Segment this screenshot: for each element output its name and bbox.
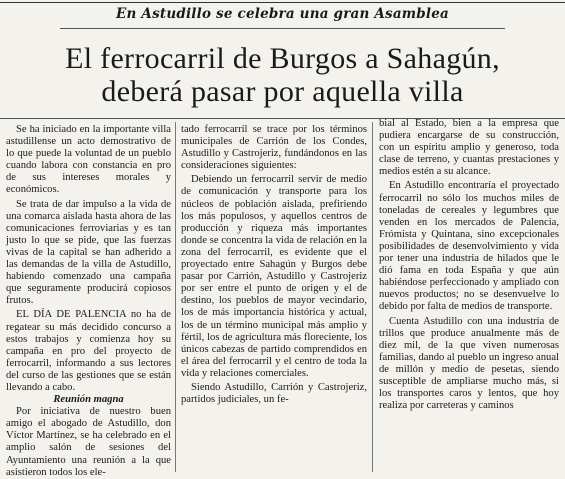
col1-paragraph-2: Se trata de dar impulso a la vida de una comarca aislada hasta ahora de las comunicaciones ferroviarias y es tan justo lo que se pide, que las fuerzas vivas de la capital se han adherido a las demandas de la villa de Astudillo, habiendo comenzado una campaña que seguramente producirá copiosos frutos. [6, 198, 171, 307]
col3-paragraph-1: bial al Estado, bien a la empresa que pudiera encargarse de su construcción, con un espíritu amplio y generoso, toda clase de terreno, y cuantas prestaciones y medios estén a su alcance. [379, 118, 559, 178]
col1-subhead: Reunión magna [53, 394, 124, 406]
col3-paragraph-2: En Astudillo encontraría el proyectado ferrocarril no sólo los muchos miles de toneladas de cereales y legumbres que venden en los mercados de Palencia, Frómista y Quintana, sino excepcionales posibilidades de desenvolvimiento y vida por tener una industria de hilados que le dió fama en toda España y que aún habiéndose perfeccionado y ampliado con nuevos productos; no se desenvuelve lo debido por falta de medios de transporte. [379, 180, 559, 313]
main-headline [0, 42, 565, 108]
col2-paragraph-3: Siendo Astudillo, Carrión y Castrojeriz, partidos judiciales, un fe- [181, 381, 367, 406]
col1-paragraph-3: EL DÍA DE PALENCIA no ha de regatear su más decidido concurso a estos trabajos y comienza hoy su campaña en pro del proyecto de ferrocarril, informando a sus lectores del curso de las gestiones que se están llevando a cabo. [6, 309, 171, 393]
article-column-3 [379, 118, 559, 466]
col1-paragraph-1: Se ha iniciado en la importante villa astudillense un acto demostrativo de lo que puede la voluntad de un pueblo cuando labora con constancia en pro de sus intereses morales y económicos. [6, 124, 171, 196]
column-divider-2 [372, 122, 373, 472]
article-column-2 [181, 124, 367, 472]
column-divider-1 [175, 122, 176, 472]
kicker-headline: En Astudillo se celebra una gran Asamblea [116, 6, 449, 22]
article-column-1 [6, 124, 171, 478]
col1-paragraph-4: Por iniciativa de nuestro buen amigo el abogado de Astudillo, don Víctor Martínez, se ha celebrado en el amplio salón de sesiones del Ayuntamiento una reunión a la que asistieron todos los ele- [6, 406, 171, 478]
top-rule [0, 2, 565, 3]
col3-paragraph-3: Cuenta Astudillo con una industria de trillos que produce anualmente más de diez mil, de la que viven numerosas familias, dando al pueblo un ingreso anual de millón y medio de pesetas, siendo susceptible de ampliarse mucho más, si los transportes caros y lentos, que hoy realiza por carreteras y caminos [379, 315, 559, 412]
headline-line-2: deberá pasar por aquella villa [101, 75, 464, 108]
headline-line-1: El ferrocarril de Burgos a Sahagún, [65, 42, 500, 75]
col2-paragraph-2: Debiendo un ferrocarril servir de medio de comunicación y transporte para los núcleos de población aislada, prefiriendo los más populosos, y aquellos centros de producción y riqueza más importantes donde se concentra la vida de relación en la zona del ferrocarril, es evidente que el proyectado entre Sahagún y Burgos debe pasar por Carrión, Astudillo y Castrojeriz por ser entre el punto de origen y el de destino, los pueblos de mayor vecindario, los de más importancia histórica y actual, los de un término municipal más amplio y fértil, los de agricultura más floreciente, los únicos cabezas de partido comprendidos en el área del ferrocarril y el centro de toda la vida y relaciones comerciales. [181, 174, 367, 379]
col2-paragraph-1: tado ferrocarril se trace por los términos municipales de Carrión de los Condes, Astudillo y Castrojeriz, fundándonos en las consideraciones siguientes: [181, 124, 367, 172]
kicker-rule [60, 28, 505, 29]
